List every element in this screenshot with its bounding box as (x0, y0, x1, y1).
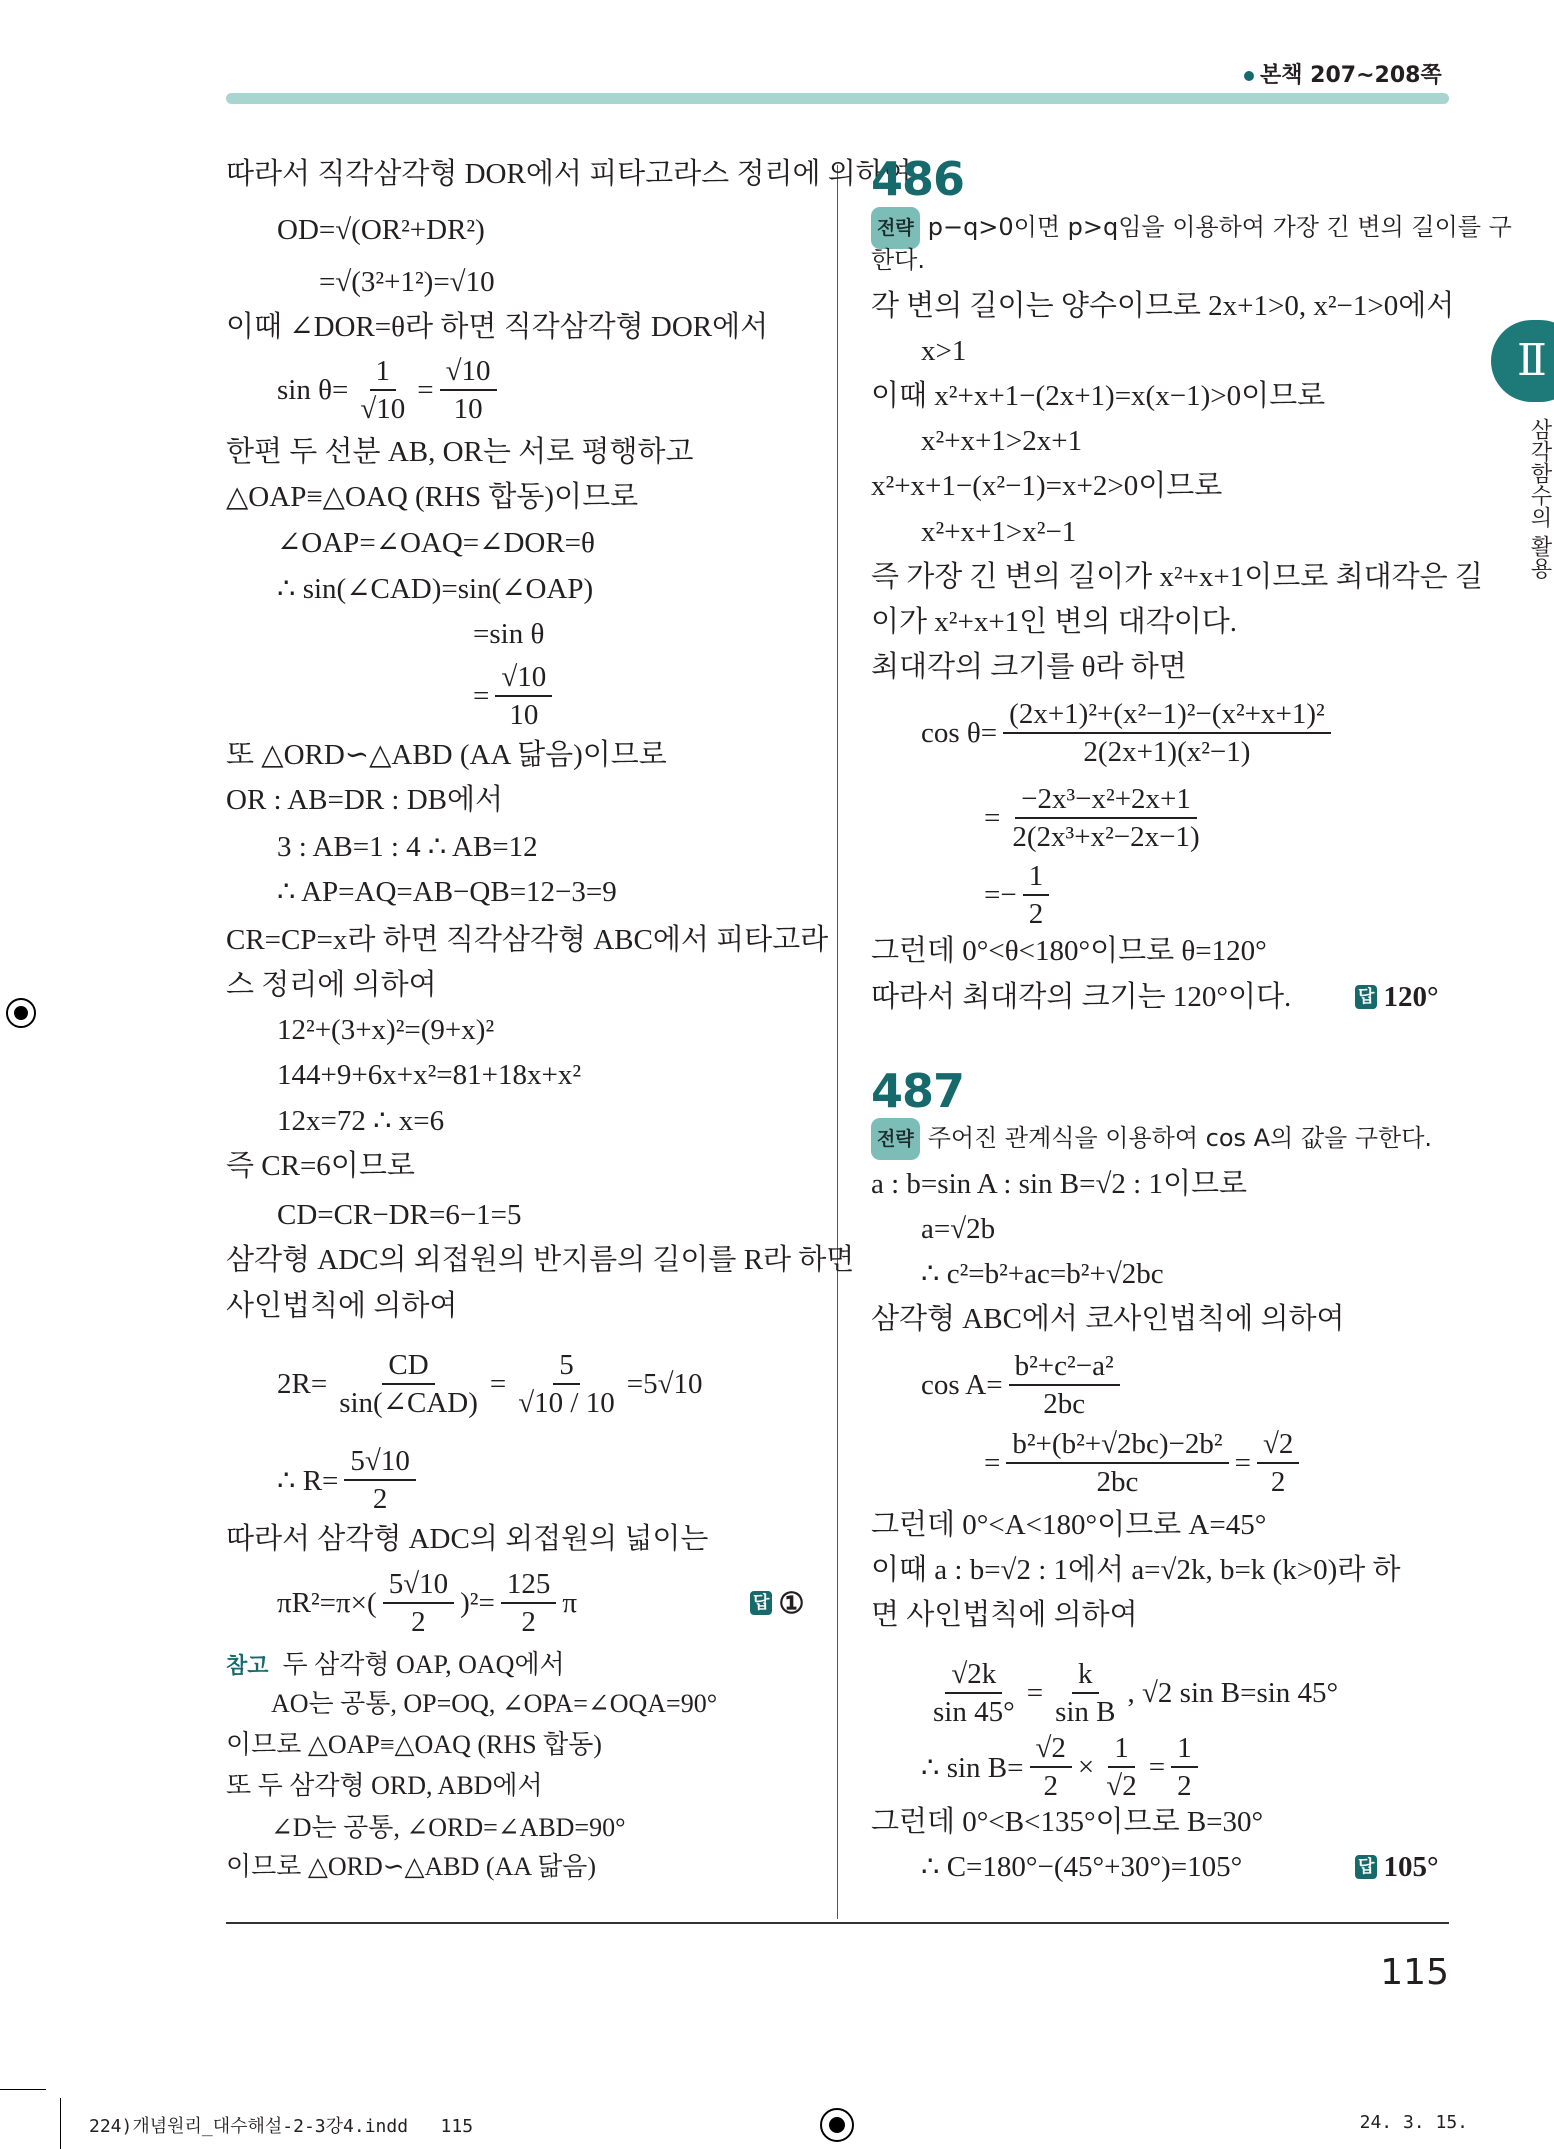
page-number: 115 (1380, 1952, 1449, 1993)
text-line: 한편 두 선분 AB, OR는 서로 평행하고 (226, 436, 694, 468)
math-line: x²+x+1>x²−1 (921, 516, 1077, 548)
equation-part: = (473, 679, 490, 712)
text-line: a : b=sin A : sin B=√2 : 1이므로 (871, 1168, 1247, 1200)
text-line: 따라서 직각삼각형 DOR에서 피타고라스 정리에 의하여 (226, 158, 912, 190)
note-line: 이므로 △ORD∽△ABD (AA 닮음) (226, 1852, 597, 1881)
text-line: 면 사인법칙에 의하여 (871, 1599, 1138, 1631)
numerator: √2 (1030, 1730, 1072, 1768)
equation-part: ∴ R= (277, 1464, 339, 1497)
numerator: 125 (501, 1566, 557, 1604)
answer-value: 120° (1383, 981, 1439, 1013)
header-bar (226, 93, 1449, 104)
answer-badge: 답 (1355, 985, 1377, 1009)
cos-equation (921, 688, 1337, 778)
fraction (501, 1566, 557, 1640)
numerator: b²+(b²+√2bc)−2b² (1006, 1426, 1228, 1464)
print-date: 24. 3. 15. (1359, 2112, 1468, 2133)
text-line: CR=CP=x라 하면 직각삼각형 ABC에서 피타고라 (226, 924, 829, 956)
column-divider (837, 165, 838, 1919)
answer-badge: 답 (1355, 1855, 1377, 1879)
fraction (927, 1656, 1021, 1730)
fraction (1003, 696, 1331, 770)
denominator: 2 (372, 1483, 388, 1515)
denominator: 2 (521, 1606, 536, 1638)
fraction (383, 1566, 454, 1640)
strategy-line (871, 1118, 1432, 1160)
equation-part: = (1026, 1676, 1044, 1709)
fraction (344, 1443, 415, 1517)
note-line: AO는 공통, OP=OQ, ∠OPA=∠OQA=90° (271, 1689, 718, 1718)
registration-mark-icon (820, 2108, 854, 2142)
text-line: 이때 ∠DOR=θ라 하면 직각삼각형 DOR에서 (226, 311, 769, 343)
math-line: OD=√(OR²+DR²) (277, 214, 485, 246)
chapter-label: 삼각함수의 활용 (1527, 418, 1552, 579)
area-equation (277, 1558, 577, 1648)
fraction (333, 1347, 484, 1421)
numerator: 5√10 (344, 1443, 415, 1481)
cos-a-step (984, 1418, 1305, 1508)
equation-part: = (1148, 1750, 1166, 1783)
math-line: 3 : AB=1 : 4 ∴ AB=12 (277, 831, 538, 863)
equation-part: cos θ= (921, 716, 998, 749)
denominator: sin 45° (933, 1696, 1015, 1728)
equation-part: ∴ sin B= (921, 1751, 1024, 1784)
text-line: 즉 CR=6이므로 (226, 1150, 415, 1182)
math-line: 12²+(3+x)²=(9+x)² (277, 1014, 495, 1046)
answer-badge: 답 (750, 1591, 772, 1615)
fraction (512, 1347, 620, 1421)
fraction (495, 659, 552, 733)
denominator: 2(2x³+x²−2x−1) (1012, 821, 1200, 853)
strategy-badge: 전략 (871, 207, 920, 249)
text-line: 따라서 최대각의 크기는 120°이다. (871, 981, 1292, 1013)
equation-part: × (1077, 1750, 1095, 1783)
equation-part: = (984, 801, 1001, 834)
fraction (1030, 1730, 1072, 1804)
strategy-text: 주어진 관계식을 이용하여 cos A의 값을 구한다. (927, 1124, 1433, 1152)
equation-part: =5√10 (626, 1367, 703, 1400)
denominator: 10 (509, 699, 539, 731)
denominator: 10 (453, 393, 483, 425)
math-line: 144+9+6x+x²=81+18x+x² (277, 1059, 582, 1091)
equation-part: , √2 sin B=sin 45° (1127, 1676, 1339, 1709)
numerator: √10 (495, 659, 552, 697)
math-line: x>1 (921, 335, 967, 367)
chapter-tab: Ⅱ (1491, 320, 1554, 402)
numerator: 5√10 (383, 1566, 454, 1604)
answer-486-prev (750, 1558, 804, 1648)
footer-rule (226, 1922, 1449, 1924)
note-label: 참고 (226, 1654, 269, 1679)
book-reference: 본책 207~208쪽 (1244, 58, 1442, 89)
fraction (1049, 1656, 1121, 1730)
text-line: 이때 a : b=√2 : 1에서 a=√2k, b=k (k>0)라 하 (871, 1554, 1401, 1586)
equation-part: = (984, 1446, 1001, 1479)
radius-result (277, 1435, 422, 1525)
problem-number: 487 (871, 1064, 965, 1118)
text-line: 최대각의 크기를 θ라 하면 (871, 651, 1187, 683)
fraction (1257, 1426, 1299, 1500)
fraction (1100, 1730, 1142, 1804)
math-line: =√(3²+1²)=√10 (319, 266, 495, 298)
numerator: −2x³−x²+2x+1 (1015, 781, 1197, 819)
equation-part: = (1234, 1446, 1251, 1479)
math-line (473, 651, 558, 741)
cos-a-equation (921, 1340, 1126, 1430)
denominator: √10 (360, 393, 406, 425)
fraction (1009, 1348, 1120, 1422)
text-line: 삼각형 ABC에서 코사인법칙에 의하여 (871, 1303, 1345, 1335)
cos-result (984, 850, 1055, 940)
fraction (1023, 858, 1050, 932)
equation-part: =− (984, 878, 1017, 911)
math-line: x²+x+1>2x+1 (921, 425, 1083, 457)
text-line: 그런데 0°<B<135°이므로 B=30° (871, 1806, 1264, 1838)
text-line: 삼각형 ADC의 외접원의 반지름의 길이를 R라 하면 (226, 1244, 855, 1276)
text-line: △OAP≡△OAQ (RHS 합동)이므로 (226, 481, 639, 513)
text-line: 따라서 삼각형 ADC의 외접원의 넓이는 (226, 1523, 709, 1555)
fraction (440, 353, 497, 427)
numerator: √2 (1257, 1426, 1299, 1464)
note-text: 두 삼각형 OAP, OAQ에서 (282, 1650, 565, 1679)
note-line: 또 두 삼각형 ORD, ABD에서 (226, 1771, 543, 1800)
numerator: 5 (553, 1347, 580, 1385)
problem-number: 486 (871, 152, 965, 206)
text-line: 사인법칙에 의하여 (226, 1290, 458, 1322)
text-line: 스 정리에 의하여 (226, 969, 437, 1001)
denominator: √10 / 10 (518, 1387, 615, 1419)
bullet-dot-icon (1244, 71, 1254, 81)
text-line: 그런데 0°<A<180°이므로 A=45° (871, 1509, 1267, 1541)
denominator: 2 (1177, 1770, 1192, 1802)
note-line: ∠D는 공통, ∠ORD=∠ABD=90° (271, 1813, 626, 1842)
equation-part: π (562, 1586, 577, 1619)
registration-mark-icon (6, 998, 36, 1028)
math-line: ∴ C=180°−(45°+30°)=105° (921, 1851, 1243, 1883)
text-line: 이때 x²+x+1−(2x+1)=x(x−1)>0이므로 (871, 380, 1326, 412)
text-line: 그런데 0°<θ<180°이므로 θ=120° (871, 935, 1267, 967)
math-line: ∠OAP=∠OAQ=∠DOR=θ (277, 527, 595, 559)
strategy-text: p−q>0이면 p>q임을 이용하여 가장 긴 변의 길이를 구 (927, 213, 1512, 241)
file-info: 224)개념원리_대수해설-2-3강4.indd 115 (89, 2116, 474, 2137)
math-line: ∴ c²=b²+ac=b²+√2bc (921, 1258, 1164, 1290)
strategy-line: 한다. (871, 246, 925, 274)
equation-part: πR²=π×( (277, 1586, 377, 1619)
numerator: 1 (1108, 1730, 1135, 1768)
numerator: 1 (1023, 858, 1050, 896)
strategy-badge: 전략 (871, 1118, 920, 1160)
math-line: a=√2b (921, 1213, 996, 1245)
crop-mark (60, 2098, 61, 2149)
equation-part: = (489, 1367, 507, 1400)
sin-theta-equation (277, 345, 503, 435)
equation-part: )²= (460, 1586, 495, 1619)
denominator: 2 (1270, 1466, 1286, 1498)
math-line: =sin θ (473, 618, 545, 650)
denominator: 2 (1043, 1770, 1058, 1802)
denominator: 2bc (1043, 1388, 1086, 1420)
numerator: 1 (370, 353, 397, 391)
math-line: ∴ AP=AQ=AB−QB=12−3=9 (277, 876, 617, 908)
numerator: √10 (440, 353, 497, 391)
numerator: CD (382, 1347, 434, 1385)
equation-part: = (417, 373, 434, 406)
strategy-line (871, 207, 1512, 249)
text-line: 각 변의 길이는 양수이므로 2x+1>0, x²−1>0에서 (871, 290, 1455, 322)
fraction (1006, 781, 1205, 855)
equation-part: sin θ= (277, 373, 349, 406)
denominator: √2 (1106, 1770, 1137, 1802)
text-line: OR : AB=DR : DB에서 (226, 784, 504, 816)
numerator: k (1072, 1656, 1099, 1694)
text-line: 즉 가장 긴 변의 길이가 x²+x+1이므로 최대각은 길 (871, 561, 1483, 593)
fraction (354, 353, 411, 427)
numerator: 1 (1171, 1730, 1198, 1768)
answer-486 (1355, 977, 1439, 1017)
denominator: 2 (411, 1606, 426, 1638)
text-line: 또 △ORD∽△ABD (AA 닮음)이므로 (226, 739, 667, 771)
radius-equation (277, 1339, 703, 1429)
text-line: 이가 x²+x+1인 변의 대각이다. (871, 606, 1238, 638)
denominator: sin(∠CAD) (339, 1387, 478, 1419)
numerator: (2x+1)²+(x²−1)²−(x²+x+1)² (1003, 696, 1331, 734)
answer-value: ① (778, 1587, 805, 1620)
equation-part: cos A= (921, 1368, 1003, 1401)
note-line (226, 1645, 565, 1687)
fraction (1006, 1426, 1228, 1500)
answer-value: 105° (1383, 1851, 1439, 1883)
denominator: sin B (1055, 1696, 1116, 1728)
math-line: ∴ sin(∠CAD)=sin(∠OAP) (277, 573, 594, 605)
math-line: 12x=72 ∴ x=6 (277, 1105, 445, 1137)
denominator: 2(2x+1)(x²−1) (1083, 736, 1251, 768)
math-line: CD=CR−DR=6−1=5 (277, 1199, 522, 1231)
crop-mark (0, 2089, 46, 2090)
denominator: 2 (1028, 898, 1044, 930)
equation-part: 2R= (277, 1367, 328, 1400)
text-line: x²+x+1−(x²−1)=x+2>0이므로 (871, 470, 1223, 502)
note-line: 이므로 △OAP≡△OAQ (RHS 합동) (226, 1730, 602, 1759)
fraction (1171, 1730, 1198, 1804)
numerator: √2k (945, 1656, 1002, 1694)
answer-487 (1355, 1847, 1439, 1887)
denominator: 2bc (1096, 1466, 1139, 1498)
sin-b-equation (921, 1722, 1204, 1812)
numerator: b²+c²−a² (1009, 1348, 1120, 1386)
